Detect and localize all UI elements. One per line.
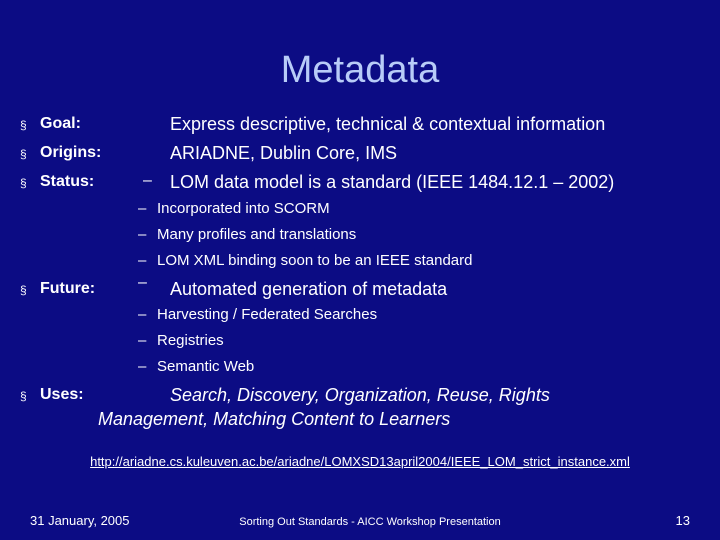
uses-text-line1: Search, Discovery, Organization, Reuse, Rights	[170, 385, 550, 405]
sub-dash: –	[138, 252, 147, 269]
footer-presentation-title: Sorting Out Standards - AICC Workshop Presentation	[239, 516, 501, 528]
future-sub-item: Harvesting / Federated Searches	[157, 306, 378, 323]
uses-text-line2: Management, Matching Content to Learners	[98, 409, 451, 429]
bullet-icon: §	[20, 389, 27, 403]
uses-label: Uses:	[40, 386, 84, 403]
origins-label: Origins:	[40, 144, 102, 161]
origins-text: ARIADNE, Dublin Core, IMS	[170, 143, 398, 163]
future-sub-item: Registries	[157, 332, 224, 349]
bullet-icon: §	[20, 176, 27, 190]
goal-text: Express descriptive, technical & contextual information	[170, 114, 606, 134]
sub-dash: –	[138, 200, 147, 217]
sub-dash: –	[138, 226, 147, 243]
lom-instance-link[interactable]: http://ariadne.cs.kuleuven.ac.be/ariadne/LOMXSD13april2004/IEEE_LOM_strict_instance.xml	[90, 454, 630, 469]
status-dash: –	[143, 172, 152, 189]
goal-label: Goal:	[40, 115, 81, 132]
status-sub-item: Many profiles and translations	[157, 226, 357, 243]
status-label: Status:	[40, 173, 95, 190]
footer-date: 31 January, 2005	[30, 513, 130, 528]
sub-dash: –	[138, 306, 147, 323]
bullet-icon: §	[20, 283, 27, 297]
future-dash: –	[138, 274, 147, 291]
status-sub-item: Incorporated into SCORM	[157, 200, 330, 217]
sub-dash: –	[138, 358, 147, 375]
status-text: LOM data model is a standard (IEEE 1484.12.1 – 2002)	[170, 172, 615, 192]
status-sub-item: LOM XML binding soon to be an IEEE standard	[157, 252, 473, 269]
slide-title: Metadata	[280, 49, 440, 91]
future-text: Automated generation of metadata	[170, 279, 448, 299]
slide-number: 13	[675, 513, 690, 528]
future-label: Future:	[40, 280, 96, 297]
sub-dash: –	[138, 332, 147, 349]
bullet-icon: §	[20, 147, 27, 161]
future-sub-item: Semantic Web	[157, 358, 255, 375]
bullet-icon: §	[20, 118, 27, 132]
